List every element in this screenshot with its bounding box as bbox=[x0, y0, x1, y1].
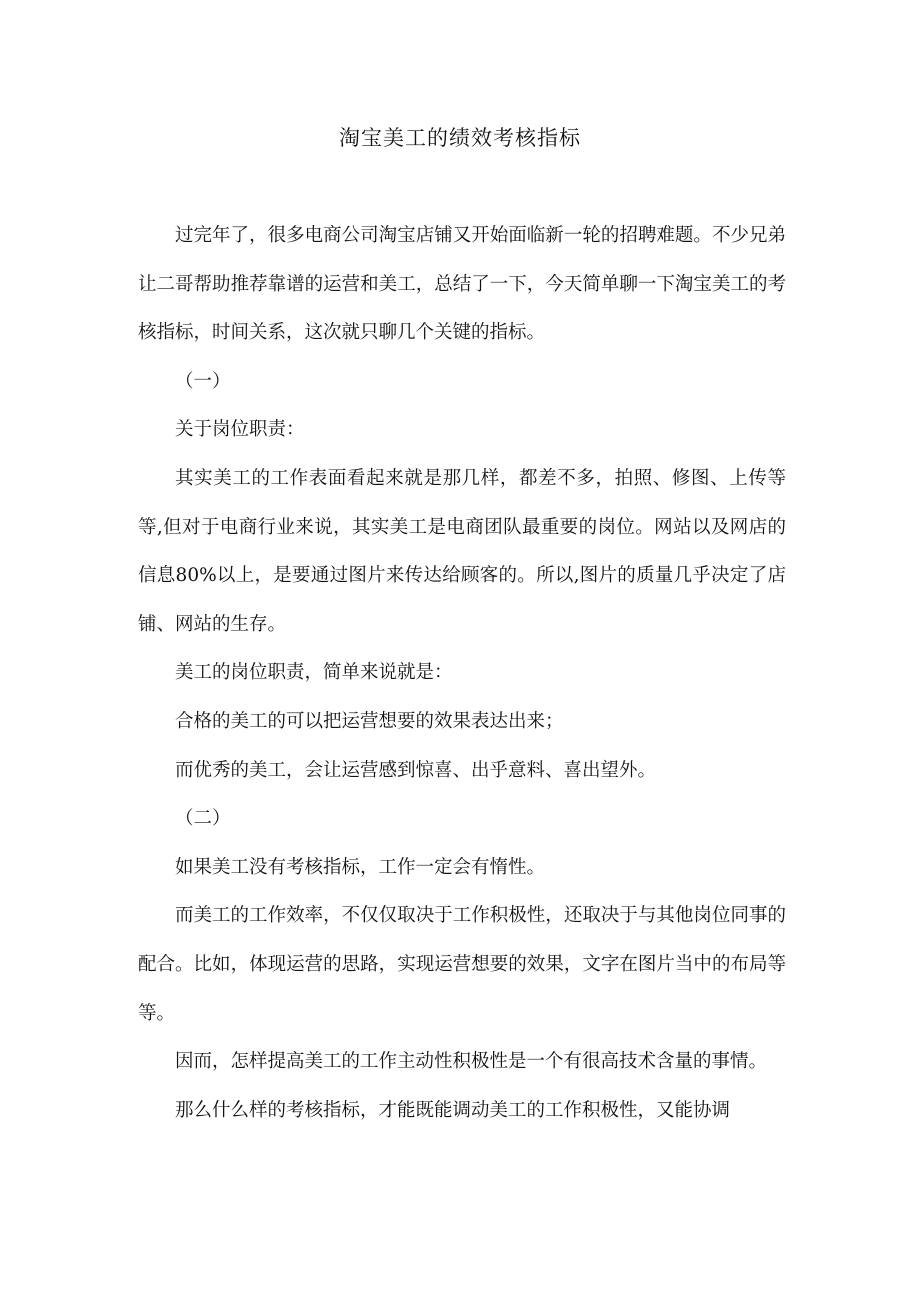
section-marker-2: （二） bbox=[175, 808, 231, 830]
paragraph-job-duties-heading: 关于岗位职责： bbox=[175, 419, 305, 441]
paragraph-efficiency: 而美工的工作效率，不仅仅取决于工作积极性，还取决于与其他岗位同事的配合。比如，体现运营的思路，实现运营想要的效果，文字在图片当中的布局等等。 bbox=[138, 905, 786, 1024]
paragraph-no-kpi: 如果美工没有考核指标，工作一定会有惰性。 bbox=[175, 856, 546, 878]
document-title: 淘宝美工的绩效考核指标 bbox=[339, 126, 581, 150]
paragraph-qualified: 合格的美工的可以把运营想要的效果表达出来； bbox=[175, 710, 564, 732]
section-marker-1: （一） bbox=[175, 370, 231, 392]
paragraph-excellent: 而优秀的美工，会让运营感到惊喜、出乎意料、喜出望外。 bbox=[175, 759, 657, 781]
document-body bbox=[138, 212, 786, 1135]
paragraph-duties-summary: 美工的岗位职责，简单来说就是： bbox=[175, 662, 453, 684]
paragraph-motivation: 因而，怎样提高美工的工作主动性积极性是一个有很高技术含量的事情。 bbox=[175, 1051, 768, 1073]
paragraph-intro: 过完年了，很多电商公司淘宝店铺又开始面临新一轮的招聘难题。不少兄弟让二哥帮助推荐靠谱的运营和美工，总结了一下，今天简单聊一下淘宝美工的考核指标，时间关系，这次就只聊几个关键的指标。 bbox=[138, 225, 786, 344]
paragraph-question: 那么什么样的考核指标，才能既能调动美工的工作积极性，又能协调 bbox=[175, 1099, 731, 1121]
paragraph-job-description: 其实美工的工作表面看起来就是那几样，都差不多，拍照、修图、上传等等,但对于电商行业来说，其实美工是电商团队最重要的岗位。网站以及网店的信息80%以上，是要通过图片来传达给顾客的。所以,图片的质量几乎决定了店铺、网站的生存。 bbox=[138, 467, 786, 635]
